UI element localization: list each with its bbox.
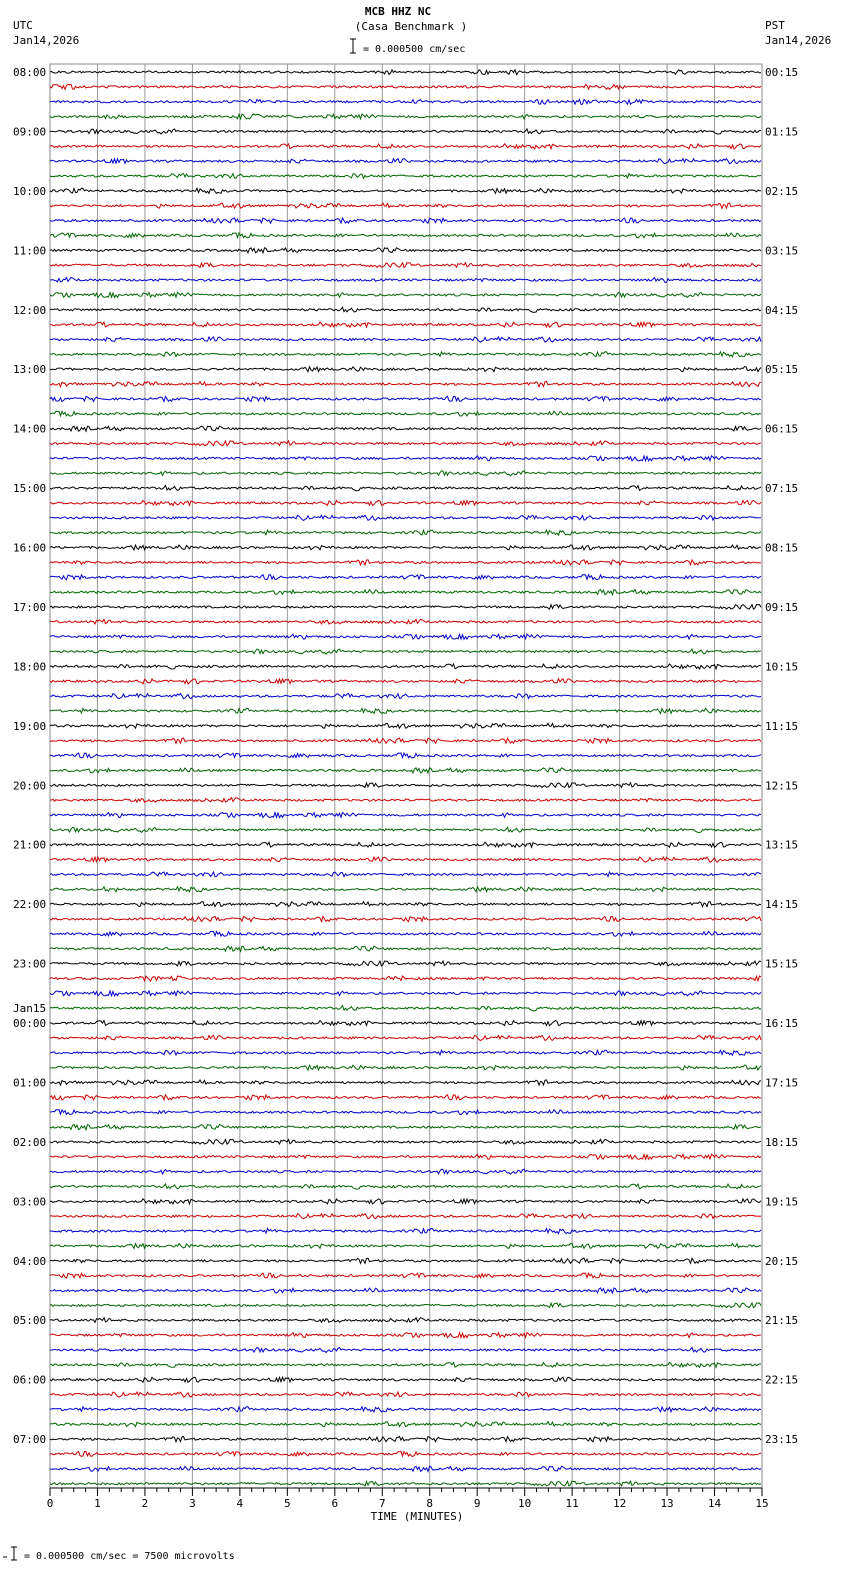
seismic-trace: [50, 1229, 761, 1234]
plot-grid: [50, 64, 762, 1488]
right-timezone: PST: [765, 19, 785, 32]
seismic-trace: [50, 827, 761, 832]
trace-group: [50, 70, 761, 1486]
scale-label: = 0.000500 cm/sec: [363, 44, 466, 55]
seismic-trace: [50, 500, 761, 505]
x-tick-label: 3: [189, 1497, 196, 1510]
utc-hour-label: 16:00: [13, 541, 47, 555]
pst-hour-label: 21:15: [765, 1314, 799, 1328]
utc-hour-label: 01:00: [13, 1076, 47, 1090]
seismic-trace: [50, 649, 761, 654]
utc-hour-label: 14:00: [13, 422, 47, 436]
seismic-trace: [50, 1347, 761, 1352]
x-tick-label: 2: [141, 1497, 149, 1510]
seismic-trace: [50, 337, 761, 342]
seismic-trace: [50, 723, 761, 728]
pst-hour-label: 00:15: [765, 66, 799, 79]
seismic-trace: [50, 174, 761, 179]
seismic-trace: [50, 961, 761, 966]
seismic-trace: [50, 367, 761, 372]
seismic-trace: [50, 233, 761, 238]
seismic-trace: [50, 1125, 761, 1130]
seismic-trace: [50, 738, 761, 743]
x-axis: [47, 1488, 769, 1510]
seismic-trace: [50, 1288, 761, 1293]
seismic-trace: [50, 902, 761, 907]
seismic-trace: [50, 1377, 761, 1382]
seismic-trace: [50, 1095, 761, 1100]
utc-hour-label: 06:00: [13, 1373, 47, 1387]
seismic-trace: [50, 99, 761, 104]
seismic-trace: [50, 872, 761, 877]
pst-hour-label: 09:15: [765, 601, 799, 614]
seismic-trace: [50, 382, 761, 387]
left-timezone: UTC: [13, 19, 33, 32]
pst-hour-label: 05:15: [765, 363, 799, 377]
x-axis-label: TIME (MINUTES): [370, 1510, 464, 1523]
seismic-trace: [50, 1362, 761, 1367]
seismic-trace: [50, 114, 761, 119]
seismic-trace: [50, 1184, 761, 1189]
x-tick-label: 13: [660, 1497, 674, 1510]
utc-hour-label: 21:00: [13, 838, 47, 852]
seismic-trace: [50, 84, 761, 89]
header: [13, 5, 831, 55]
seismic-trace: [50, 530, 761, 535]
seismic-trace: [50, 590, 761, 595]
seismic-trace: [50, 798, 761, 803]
pst-hour-label: 22:15: [765, 1373, 799, 1387]
x-tick-label: 4: [236, 1497, 244, 1510]
seismic-trace: [50, 1422, 761, 1427]
pst-hour-label: 04:15: [765, 303, 799, 317]
seismic-trace: [50, 976, 761, 981]
seismic-trace: [50, 813, 761, 818]
seismic-trace: [50, 129, 761, 134]
seismic-trace: [50, 1243, 761, 1248]
seismic-trace: [50, 159, 761, 164]
seismic-trace: [50, 1407, 761, 1412]
utc-hour-label: 03:00: [13, 1195, 47, 1209]
footer-scale-bar-icon: [3, 1547, 17, 1560]
x-tick-label: 15: [755, 1497, 769, 1510]
seismic-trace: [50, 694, 761, 699]
pst-hour-label: 12:15: [765, 779, 799, 793]
x-tick-label: 11: [565, 1497, 579, 1510]
seismic-trace: [50, 783, 761, 788]
right-date: Jan14,2026: [765, 34, 832, 47]
seismic-trace: [50, 1035, 761, 1040]
utc-hour-label: 20:00: [13, 779, 47, 793]
pst-hour-label: 02:15: [765, 184, 799, 198]
seismic-trace: [50, 1006, 761, 1011]
seismic-trace: [50, 1110, 761, 1115]
seismic-trace: [50, 605, 761, 610]
seismic-trace: [50, 70, 761, 75]
footer: [3, 1547, 235, 1562]
x-tick-label: 9: [473, 1497, 481, 1510]
seismic-trace: [50, 946, 761, 951]
seismic-trace: [50, 471, 761, 476]
x-tick-label: 12: [612, 1497, 627, 1510]
utc-hour-label: 22:00: [13, 898, 47, 912]
seismic-trace: [50, 218, 761, 223]
x-tick-label: 10: [518, 1497, 532, 1510]
utc-hour-label: 05:00: [13, 1314, 47, 1328]
x-tick-label: 8: [426, 1497, 434, 1510]
seismic-trace: [50, 1258, 761, 1263]
site-name: (Casa Benchmark ): [354, 20, 468, 33]
x-tick-label: 5: [284, 1497, 291, 1510]
seismic-trace: [50, 1214, 761, 1219]
pst-hour-label: 08:15: [765, 541, 799, 555]
pst-hour-label: 15:15: [765, 957, 799, 971]
seismic-trace: [50, 307, 761, 312]
utc-hour-label: 11:00: [13, 244, 47, 258]
seismic-trace: [50, 1481, 761, 1486]
seismic-trace: [50, 1437, 761, 1442]
x-tick-label: 1: [94, 1497, 101, 1510]
seismic-trace: [50, 1169, 761, 1174]
pst-hour-label: 03:15: [765, 244, 799, 258]
seismic-trace: [50, 426, 761, 431]
seismic-trace: [50, 441, 761, 446]
seismic-trace: [50, 203, 761, 208]
seismic-trace: [50, 263, 761, 268]
utc-hour-label: 10:00: [13, 184, 47, 198]
seismic-trace: [50, 1080, 761, 1085]
utc-hour-label: 04:00: [13, 1254, 47, 1268]
seismic-trace: [50, 664, 761, 669]
x-tick-label: 6: [331, 1497, 339, 1510]
pst-hour-label: 19:15: [765, 1195, 799, 1209]
seismic-trace: [50, 515, 761, 520]
pst-hour-label: 06:15: [765, 422, 799, 436]
seismic-trace: [50, 560, 761, 565]
seismic-trace: [50, 931, 761, 936]
pst-hour-label: 10:15: [765, 660, 799, 674]
seismic-trace: [50, 1050, 761, 1055]
x-tick-label: 7: [378, 1497, 386, 1510]
seismic-trace: [50, 842, 761, 847]
seismic-trace: [50, 396, 761, 401]
pst-hour-label: 17:15: [765, 1076, 799, 1090]
left-date: Jan14,2026: [13, 34, 80, 47]
seismic-trace: [50, 352, 761, 357]
utc-hour-label: 17:00: [13, 601, 47, 614]
seismic-trace: [50, 292, 761, 297]
scale-bar-icon: [350, 39, 356, 53]
seismic-trace: [50, 634, 761, 639]
pst-hour-label: 16:15: [765, 1017, 799, 1030]
seismic-trace: [50, 619, 761, 624]
seismic-trace: [50, 1199, 761, 1204]
utc-hour-label: 12:00: [13, 303, 47, 317]
seismic-trace: [50, 411, 761, 416]
seismic-trace: [50, 708, 761, 713]
seismic-trace: [50, 188, 761, 193]
pst-hour-label: 23:15: [765, 1433, 799, 1447]
seismic-trace: [50, 1333, 761, 1338]
seismic-trace: [50, 322, 761, 327]
pst-hour-label: 18:15: [765, 1135, 799, 1149]
utc-hour-label: 00:00: [13, 1017, 47, 1030]
utc-hour-label: 09:00: [13, 125, 47, 139]
pst-hour-label: 01:15: [765, 125, 799, 139]
utc-hour-label: 23:00: [13, 957, 47, 971]
day-change-label: Jan15: [13, 1002, 47, 1015]
seismic-trace: [50, 1318, 761, 1323]
utc-hour-label: 15:00: [13, 482, 47, 496]
utc-hour-label: 02:00: [13, 1135, 47, 1149]
seismic-trace: [50, 1139, 761, 1144]
seismic-trace: [50, 1154, 761, 1159]
pst-hour-labels: [765, 66, 798, 1446]
station-title: MCB HHZ NC: [364, 5, 432, 18]
seismic-trace: [50, 1273, 761, 1278]
seismic-trace: [50, 887, 761, 892]
seismic-trace: [50, 768, 761, 773]
seismic-trace: [50, 278, 761, 283]
plot-frame: [50, 64, 762, 1488]
utc-hour-label: 07:00: [13, 1433, 47, 1447]
seismic-trace: [50, 144, 761, 149]
seismic-trace: [50, 1065, 761, 1070]
seismic-trace: [50, 248, 761, 253]
x-tick-label: 0: [46, 1497, 54, 1510]
pst-hour-label: 07:15: [765, 482, 799, 496]
x-tick-label: 14: [707, 1497, 722, 1510]
utc-hour-label: 08:00: [13, 66, 47, 79]
seismic-trace: [50, 575, 761, 580]
seismic-trace: [50, 857, 761, 862]
seismic-trace: [50, 1021, 761, 1026]
seismic-trace: [50, 679, 761, 684]
pst-hour-label: 11:15: [765, 719, 799, 733]
utc-hour-label: 13:00: [13, 363, 47, 377]
seismic-trace: [50, 753, 761, 758]
seismic-trace: [50, 991, 761, 996]
pst-hour-label: 13:15: [765, 838, 799, 852]
seismic-trace: [50, 916, 761, 921]
footer-scale-note: = 0.000500 cm/sec = 7500 microvolts: [24, 1551, 235, 1562]
utc-hour-label: 19:00: [13, 719, 47, 733]
seismic-trace: [50, 1303, 761, 1308]
utc-hour-labels: [13, 66, 46, 1446]
utc-hour-label: 18:00: [13, 660, 47, 674]
pst-hour-label: 20:15: [765, 1254, 799, 1268]
seismic-trace: [50, 545, 761, 550]
pst-hour-label: 14:15: [765, 898, 799, 912]
seismic-trace: [50, 1392, 761, 1397]
seismic-trace: [50, 1452, 761, 1457]
seismic-trace: [50, 1466, 761, 1471]
seismic-trace: [50, 456, 761, 461]
seismic-trace: [50, 486, 761, 491]
